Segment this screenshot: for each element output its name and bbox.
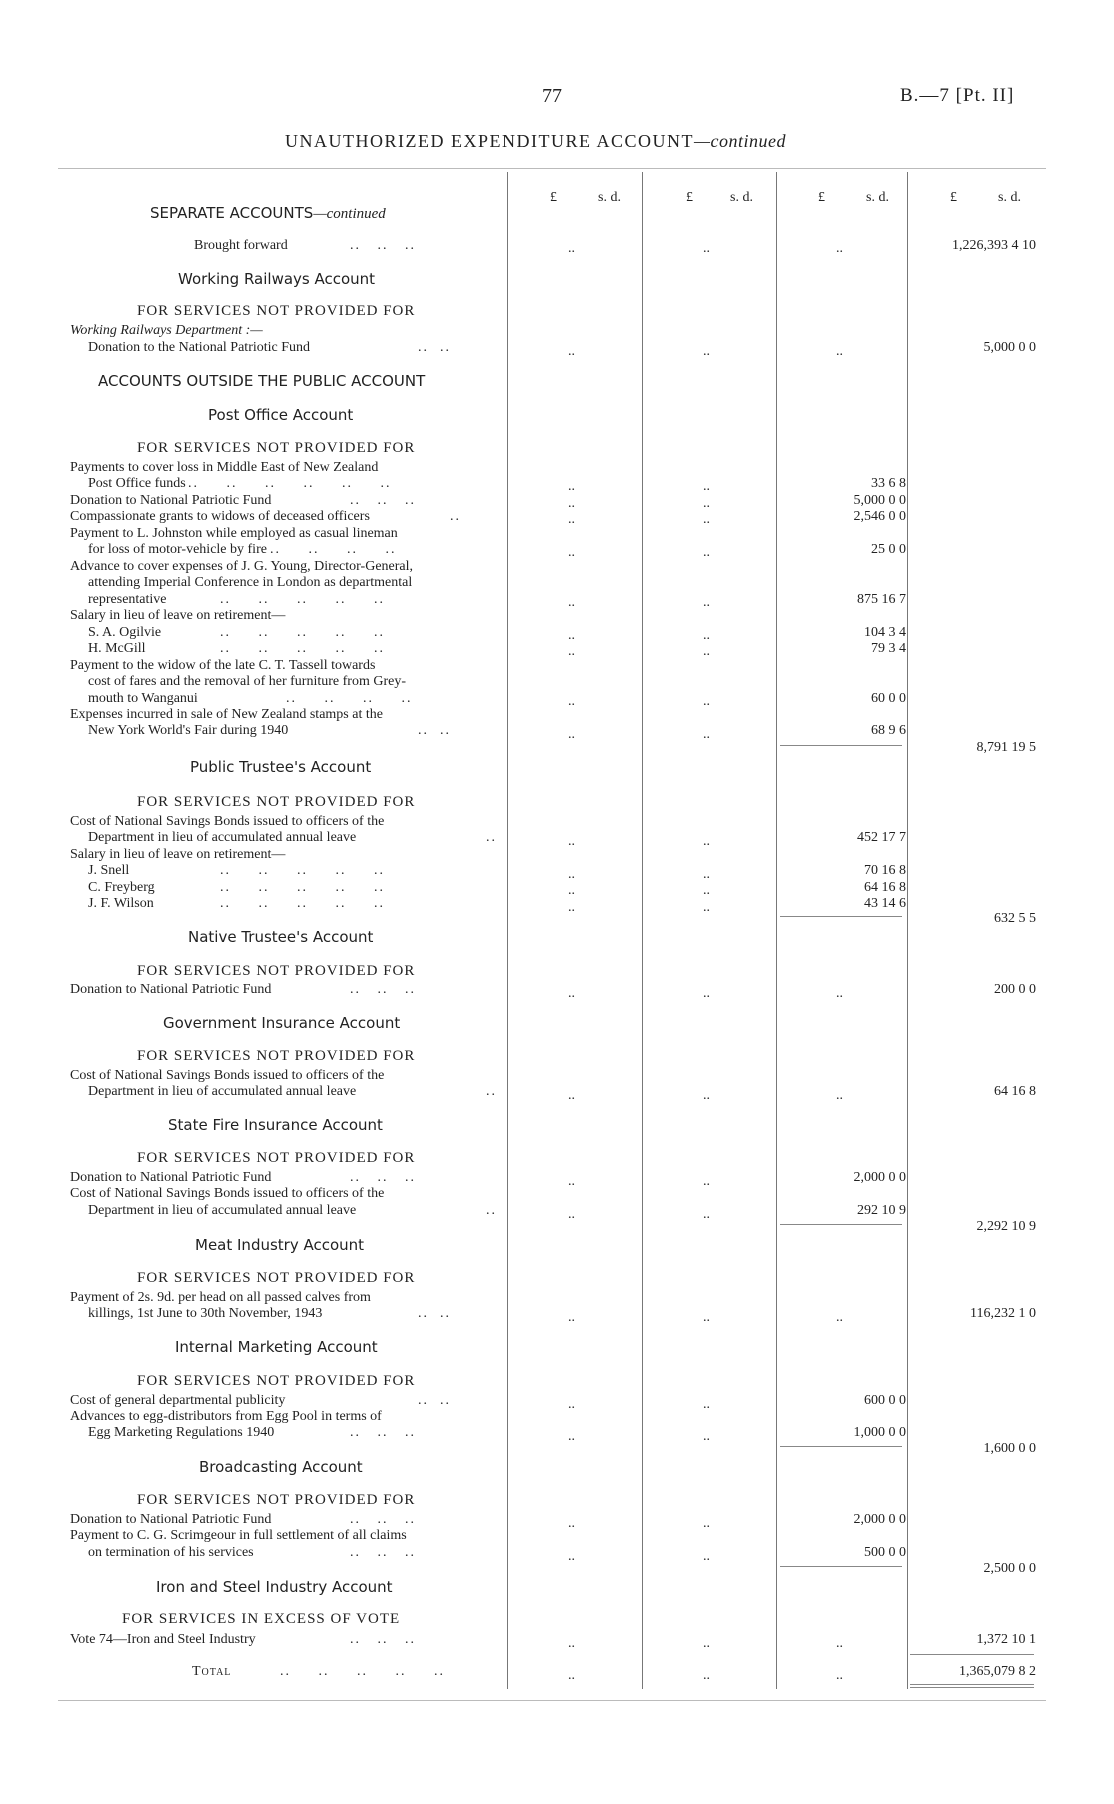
col2-dots: .. <box>703 1668 710 1683</box>
broadcasting-total: 2,500 0 0 <box>983 1561 1036 1576</box>
col2-pound-label: £ <box>686 190 693 205</box>
col2-dots: .. <box>703 900 710 915</box>
outside-public-account-heading: ACCOUNTS OUTSIDE THE PUBLIC ACCOUNT <box>98 372 426 390</box>
government-insurance-heading: Government Insurance Account <box>163 1014 401 1032</box>
native-trustee-heading: Native Trustee's Account <box>188 928 374 946</box>
col1-dots: .. <box>568 986 575 1001</box>
broadcasting-line: Donation to National Patriotic Fund <box>70 1512 272 1527</box>
working-railways-sub: FOR SERVICES NOT PROVIDED FOR <box>137 303 416 319</box>
public-trustee-amount: 452 17 7 <box>857 830 906 845</box>
post-office-line: representative <box>88 592 167 607</box>
broadcasting-line: on termination of his services <box>88 1545 254 1560</box>
public-trustee-amount: 64 16 8 <box>864 880 906 895</box>
col1-dots: .. <box>568 1174 575 1189</box>
public-trustee-line: Salary in lieu of leave on retirement— <box>70 847 286 862</box>
col4-sd-label: s. d. <box>998 190 1021 205</box>
public-trustee-line: J. Snell <box>88 863 130 878</box>
page-title-suffix: —continued <box>693 131 786 151</box>
leader-dots: .. .. .. <box>350 1425 416 1440</box>
leader-dots: .. .. <box>418 340 451 355</box>
leader-dots: .. .. .. <box>350 238 416 253</box>
col1-dots: .. <box>568 1310 575 1325</box>
col3-dots: .. <box>836 1088 843 1103</box>
post-office-amount: 875 16 7 <box>857 592 906 607</box>
internal-marketing-amount: 600 0 0 <box>864 1393 906 1408</box>
broadcasting-amount: 2,000 0 0 <box>853 1512 906 1527</box>
post-office-line: attending Imperial Conference in London as departmental <box>88 575 413 590</box>
leader-dots: .. .. .. .. <box>270 542 397 557</box>
col1-dots: .. <box>568 900 575 915</box>
working-railways-item: Donation to the National Patriotic Fund <box>88 340 311 355</box>
leader-dots: .. .. .. <box>350 493 416 508</box>
native-trustee-item: Donation to National Patriotic Fund <box>70 982 272 997</box>
public-trustee-sub: FOR SERVICES NOT PROVIDED FOR <box>137 794 416 810</box>
state-fire-line: Cost of National Savings Bonds issued to officers of the <box>70 1186 385 1201</box>
iron-steel-item: Vote 74—Iron and Steel Industry <box>70 1632 256 1647</box>
leader-dots: .. <box>486 830 497 845</box>
leader-dots: .. .. .. <box>350 1632 416 1647</box>
leader-dots: .. .. .. .. .. <box>220 896 385 911</box>
broadcasting-sub: FOR SERVICES NOT PROVIDED FOR <box>137 1492 416 1508</box>
leader-dots: .. <box>486 1203 497 1218</box>
state-fire-amount: 2,000 0 0 <box>853 1170 906 1185</box>
post-office-line: Payment to L. Johnston while employed as casual lineman <box>70 526 398 541</box>
public-trustee-total: 632 5 5 <box>994 911 1036 926</box>
internal-marketing-line: Egg Marketing Regulations 1940 <box>88 1425 275 1440</box>
col2-dots: .. <box>703 1207 710 1222</box>
col3-sd-label: s. d. <box>866 190 889 205</box>
government-insurance-line: Department in lieu of accumulated annual leave <box>88 1084 357 1099</box>
government-insurance-line: Cost of National Savings Bonds issued to officers of the <box>70 1068 385 1083</box>
working-railways-heading: Working Railways Account <box>178 270 376 288</box>
col2-dots: .. <box>703 644 710 659</box>
col1-sd-label: s. d. <box>598 190 621 205</box>
subtotal-rule <box>780 916 902 917</box>
col2-dots: .. <box>703 479 710 494</box>
total-label: Total <box>192 1664 232 1679</box>
separate-accounts-suffix: —continued <box>313 206 386 222</box>
state-fire-heading: State Fire Insurance Account <box>168 1116 383 1134</box>
col1-dots: .. <box>568 595 575 610</box>
post-office-line: Expenses incurred in sale of New Zealand stamps at the <box>70 707 383 722</box>
page-title-text: UNAUTHORIZED EXPENDITURE ACCOUNT <box>285 131 694 151</box>
leader-dots: .. .. .. <box>350 1170 416 1185</box>
leader-dots: .. <box>486 1084 497 1099</box>
post-office-line: Donation to National Patriotic Fund <box>70 493 272 508</box>
col2-dots: .. <box>703 1429 710 1444</box>
col2-dots: .. <box>703 512 710 527</box>
post-office-amount: 33 6 8 <box>871 476 906 491</box>
col1-dots: .. <box>568 1549 575 1564</box>
post-office-amount: 60 0 0 <box>871 691 906 706</box>
leader-dots: .. .. .. .. .. .. <box>188 476 392 491</box>
column-divider-3 <box>776 172 777 1689</box>
document-reference: B.—7 [Pt. II] <box>900 85 1015 106</box>
post-office-amount: 25 0 0 <box>871 542 906 557</box>
internal-marketing-line: Advances to egg-distributors from Egg Pool in terms of <box>70 1409 382 1424</box>
post-office-line: Salary in lieu of leave on retirement— <box>70 608 286 623</box>
col1-dots: .. <box>568 496 575 511</box>
state-fire-line: Department in lieu of accumulated annual leave <box>88 1203 357 1218</box>
subtotal-rule <box>780 1224 902 1225</box>
section-separate-accounts <box>150 206 386 222</box>
public-trustee-line: J. F. Wilson <box>88 896 154 911</box>
col1-dots: .. <box>568 644 575 659</box>
broadcasting-line: Payment to C. G. Scrimgeour in full settlement of all claims <box>70 1528 407 1543</box>
working-railways-dept: Working Railways Department :— <box>70 323 263 338</box>
col2-dots: .. <box>703 694 710 709</box>
col2-dots: .. <box>703 595 710 610</box>
col1-dots: .. <box>568 1516 575 1531</box>
col1-dots: .. <box>568 1429 575 1444</box>
subtotal-rule <box>780 745 902 746</box>
post-office-line: New York World's Fair during 1940 <box>88 723 289 738</box>
leader-dots: .. .. .. .. .. <box>220 592 385 607</box>
col2-dots: .. <box>703 1397 710 1412</box>
government-insurance-total: 64 16 8 <box>994 1084 1036 1099</box>
post-office-amount: 104 3 4 <box>864 625 906 640</box>
leader-dots: .. .. .. .. .. <box>220 641 385 656</box>
iron-steel-total: 1,372 10 1 <box>976 1632 1036 1647</box>
col2-dots: .. <box>703 1636 710 1651</box>
meat-industry-heading: Meat Industry Account <box>195 1236 365 1254</box>
state-fire-line: Donation to National Patriotic Fund <box>70 1170 272 1185</box>
post-office-amount: 2,546 0 0 <box>853 509 906 524</box>
post-office-line: S. A. Ogilvie <box>88 625 162 640</box>
col2-dots: .. <box>703 1174 710 1189</box>
column-divider-1 <box>507 172 508 1689</box>
col1-dots: .. <box>568 241 575 256</box>
col2-dots: .. <box>703 1549 710 1564</box>
leader-dots: .. .. <box>418 1393 451 1408</box>
col1-dots: .. <box>568 1088 575 1103</box>
col3-dots: .. <box>836 344 843 359</box>
leader-dots: .. .. .. .. .. <box>220 625 385 640</box>
col4-pound-label: £ <box>950 190 957 205</box>
leader-dots: .. .. .. .. .. <box>220 863 385 878</box>
grand-total-double-rule <box>910 1687 1034 1688</box>
table-top-rule <box>58 168 1046 169</box>
state-fire-sub: FOR SERVICES NOT PROVIDED FOR <box>137 1150 416 1166</box>
col2-dots: .. <box>703 883 710 898</box>
internal-marketing-amount: 1,000 0 0 <box>853 1425 906 1440</box>
grand-total-amount: 1,365,079 8 2 <box>959 1664 1036 1679</box>
post-office-line: cost of fares and the removal of her furniture from Grey- <box>88 674 406 689</box>
col1-dots: .. <box>568 545 575 560</box>
col2-dots: .. <box>703 834 710 849</box>
leader-dots: .. .. .. .. .. <box>280 1664 445 1679</box>
post-office-line: Advance to cover expenses of J. G. Young, Director-General, <box>70 559 414 574</box>
internal-marketing-total: 1,600 0 0 <box>983 1441 1036 1456</box>
col1-dots: .. <box>568 479 575 494</box>
iron-steel-sub: FOR SERVICES IN EXCESS OF VOTE <box>122 1611 401 1627</box>
leader-dots: .. .. <box>418 1306 451 1321</box>
post-office-line: H. McGill <box>88 641 146 656</box>
public-trustee-amount: 70 16 8 <box>864 863 906 878</box>
government-insurance-sub: FOR SERVICES NOT PROVIDED FOR <box>137 1048 416 1064</box>
leader-dots: .. .. .. <box>350 1545 416 1560</box>
post-office-line: Compassionate grants to widows of deceased officers <box>70 509 370 524</box>
col1-dots: .. <box>568 512 575 527</box>
post-office-line: Payments to cover loss in Middle East of New Zealand <box>70 460 379 475</box>
leader-dots: .. .. <box>418 723 451 738</box>
col2-dots: .. <box>703 1516 710 1531</box>
internal-marketing-sub: FOR SERVICES NOT PROVIDED FOR <box>137 1373 416 1389</box>
brought-forward-label: Brought forward <box>194 238 288 253</box>
native-trustee-sub: FOR SERVICES NOT PROVIDED FOR <box>137 963 416 979</box>
col1-dots: .. <box>568 344 575 359</box>
public-trustee-amount: 43 14 6 <box>864 896 906 911</box>
col3-dots: .. <box>836 986 843 1001</box>
post-office-line: Payment to the widow of the late C. T. Tassell towards <box>70 658 376 673</box>
col1-dots: .. <box>568 1668 575 1683</box>
broadcasting-amount: 500 0 0 <box>864 1545 906 1560</box>
col1-dots: .. <box>568 867 575 882</box>
page-number: 77 <box>542 85 562 107</box>
public-trustee-line: C. Freyberg <box>88 880 155 895</box>
col3-pound-label: £ <box>818 190 825 205</box>
meat-industry-line: Payment of 2s. 9d. per head on all passed calves from <box>70 1290 371 1305</box>
broadcasting-heading: Broadcasting Account <box>199 1458 363 1476</box>
post-office-line: for loss of motor-vehicle by fire <box>88 542 267 557</box>
col2-dots: .. <box>703 1310 710 1325</box>
grand-total-rule <box>910 1654 1034 1655</box>
col2-dots: .. <box>703 628 710 643</box>
page-title <box>285 132 786 150</box>
post-office-line: Post Office funds <box>88 476 186 491</box>
col2-dots: .. <box>703 986 710 1001</box>
col2-dots: .. <box>703 344 710 359</box>
state-fire-amount: 292 10 9 <box>857 1203 906 1218</box>
grand-total-double-rule <box>910 1684 1034 1685</box>
post-office-sub: FOR SERVICES NOT PROVIDED FOR <box>137 440 416 456</box>
post-office-total: 8,791 19 5 <box>976 740 1036 755</box>
public-trustee-heading: Public Trustee's Account <box>190 758 372 776</box>
col1-dots: .. <box>568 628 575 643</box>
col2-dots: .. <box>703 1088 710 1103</box>
col3-dots: .. <box>836 1668 843 1683</box>
column-divider-2 <box>642 172 643 1689</box>
iron-steel-heading: Iron and Steel Industry Account <box>156 1578 393 1596</box>
internal-marketing-line: Cost of general departmental publicity <box>70 1393 286 1408</box>
col1-dots: .. <box>568 1636 575 1651</box>
col2-dots: .. <box>703 545 710 560</box>
meat-industry-sub: FOR SERVICES NOT PROVIDED FOR <box>137 1270 416 1286</box>
col1-dots: .. <box>568 694 575 709</box>
post-office-heading: Post Office Account <box>208 406 354 424</box>
col2-dots: .. <box>703 727 710 742</box>
col2-sd-label: s. d. <box>730 190 753 205</box>
col1-dots: .. <box>568 727 575 742</box>
brought-forward-amount: 1,226,393 4 10 <box>952 238 1036 253</box>
meat-industry-line: killings, 1st June to 30th November, 1943 <box>88 1306 323 1321</box>
internal-marketing-heading: Internal Marketing Account <box>175 1338 378 1356</box>
leader-dots: .. .. .. <box>350 1512 416 1527</box>
col3-dots: .. <box>836 1636 843 1651</box>
separate-accounts-label: SEPARATE ACCOUNTS <box>150 204 314 222</box>
leader-dots: .. <box>450 509 461 524</box>
col2-dots: .. <box>703 867 710 882</box>
col1-dots: .. <box>568 1207 575 1222</box>
post-office-amount: 68 9 6 <box>871 723 906 738</box>
column-divider-4 <box>907 172 908 1689</box>
col2-dots: .. <box>703 496 710 511</box>
col1-pound-label: £ <box>550 190 557 205</box>
col1-dots: .. <box>568 834 575 849</box>
col3-dots: .. <box>836 1310 843 1325</box>
col1-dots: .. <box>568 883 575 898</box>
post-office-amount: 5,000 0 0 <box>853 493 906 508</box>
public-trustee-line: Cost of National Savings Bonds issued to officers of the <box>70 814 385 829</box>
leader-dots: .. .. .. .. .. <box>220 880 385 895</box>
leader-dots: .. .. .. <box>350 982 416 997</box>
working-railways-total: 5,000 0 0 <box>983 340 1036 355</box>
col2-dots: .. <box>703 241 710 256</box>
leader-dots: .. .. .. .. <box>286 691 413 706</box>
col3-dots: .. <box>836 241 843 256</box>
state-fire-total: 2,292 10 9 <box>976 1219 1036 1234</box>
post-office-amount: 79 3 4 <box>871 641 906 656</box>
post-office-line: mouth to Wanganui <box>88 691 198 706</box>
meat-industry-total: 116,232 1 0 <box>970 1306 1036 1321</box>
public-trustee-line: Department in lieu of accumulated annual leave <box>88 830 357 845</box>
native-trustee-total: 200 0 0 <box>994 982 1036 997</box>
table-bottom-rule <box>58 1700 1046 1701</box>
col1-dots: .. <box>568 1397 575 1412</box>
subtotal-rule <box>780 1446 902 1447</box>
subtotal-rule <box>780 1566 902 1567</box>
